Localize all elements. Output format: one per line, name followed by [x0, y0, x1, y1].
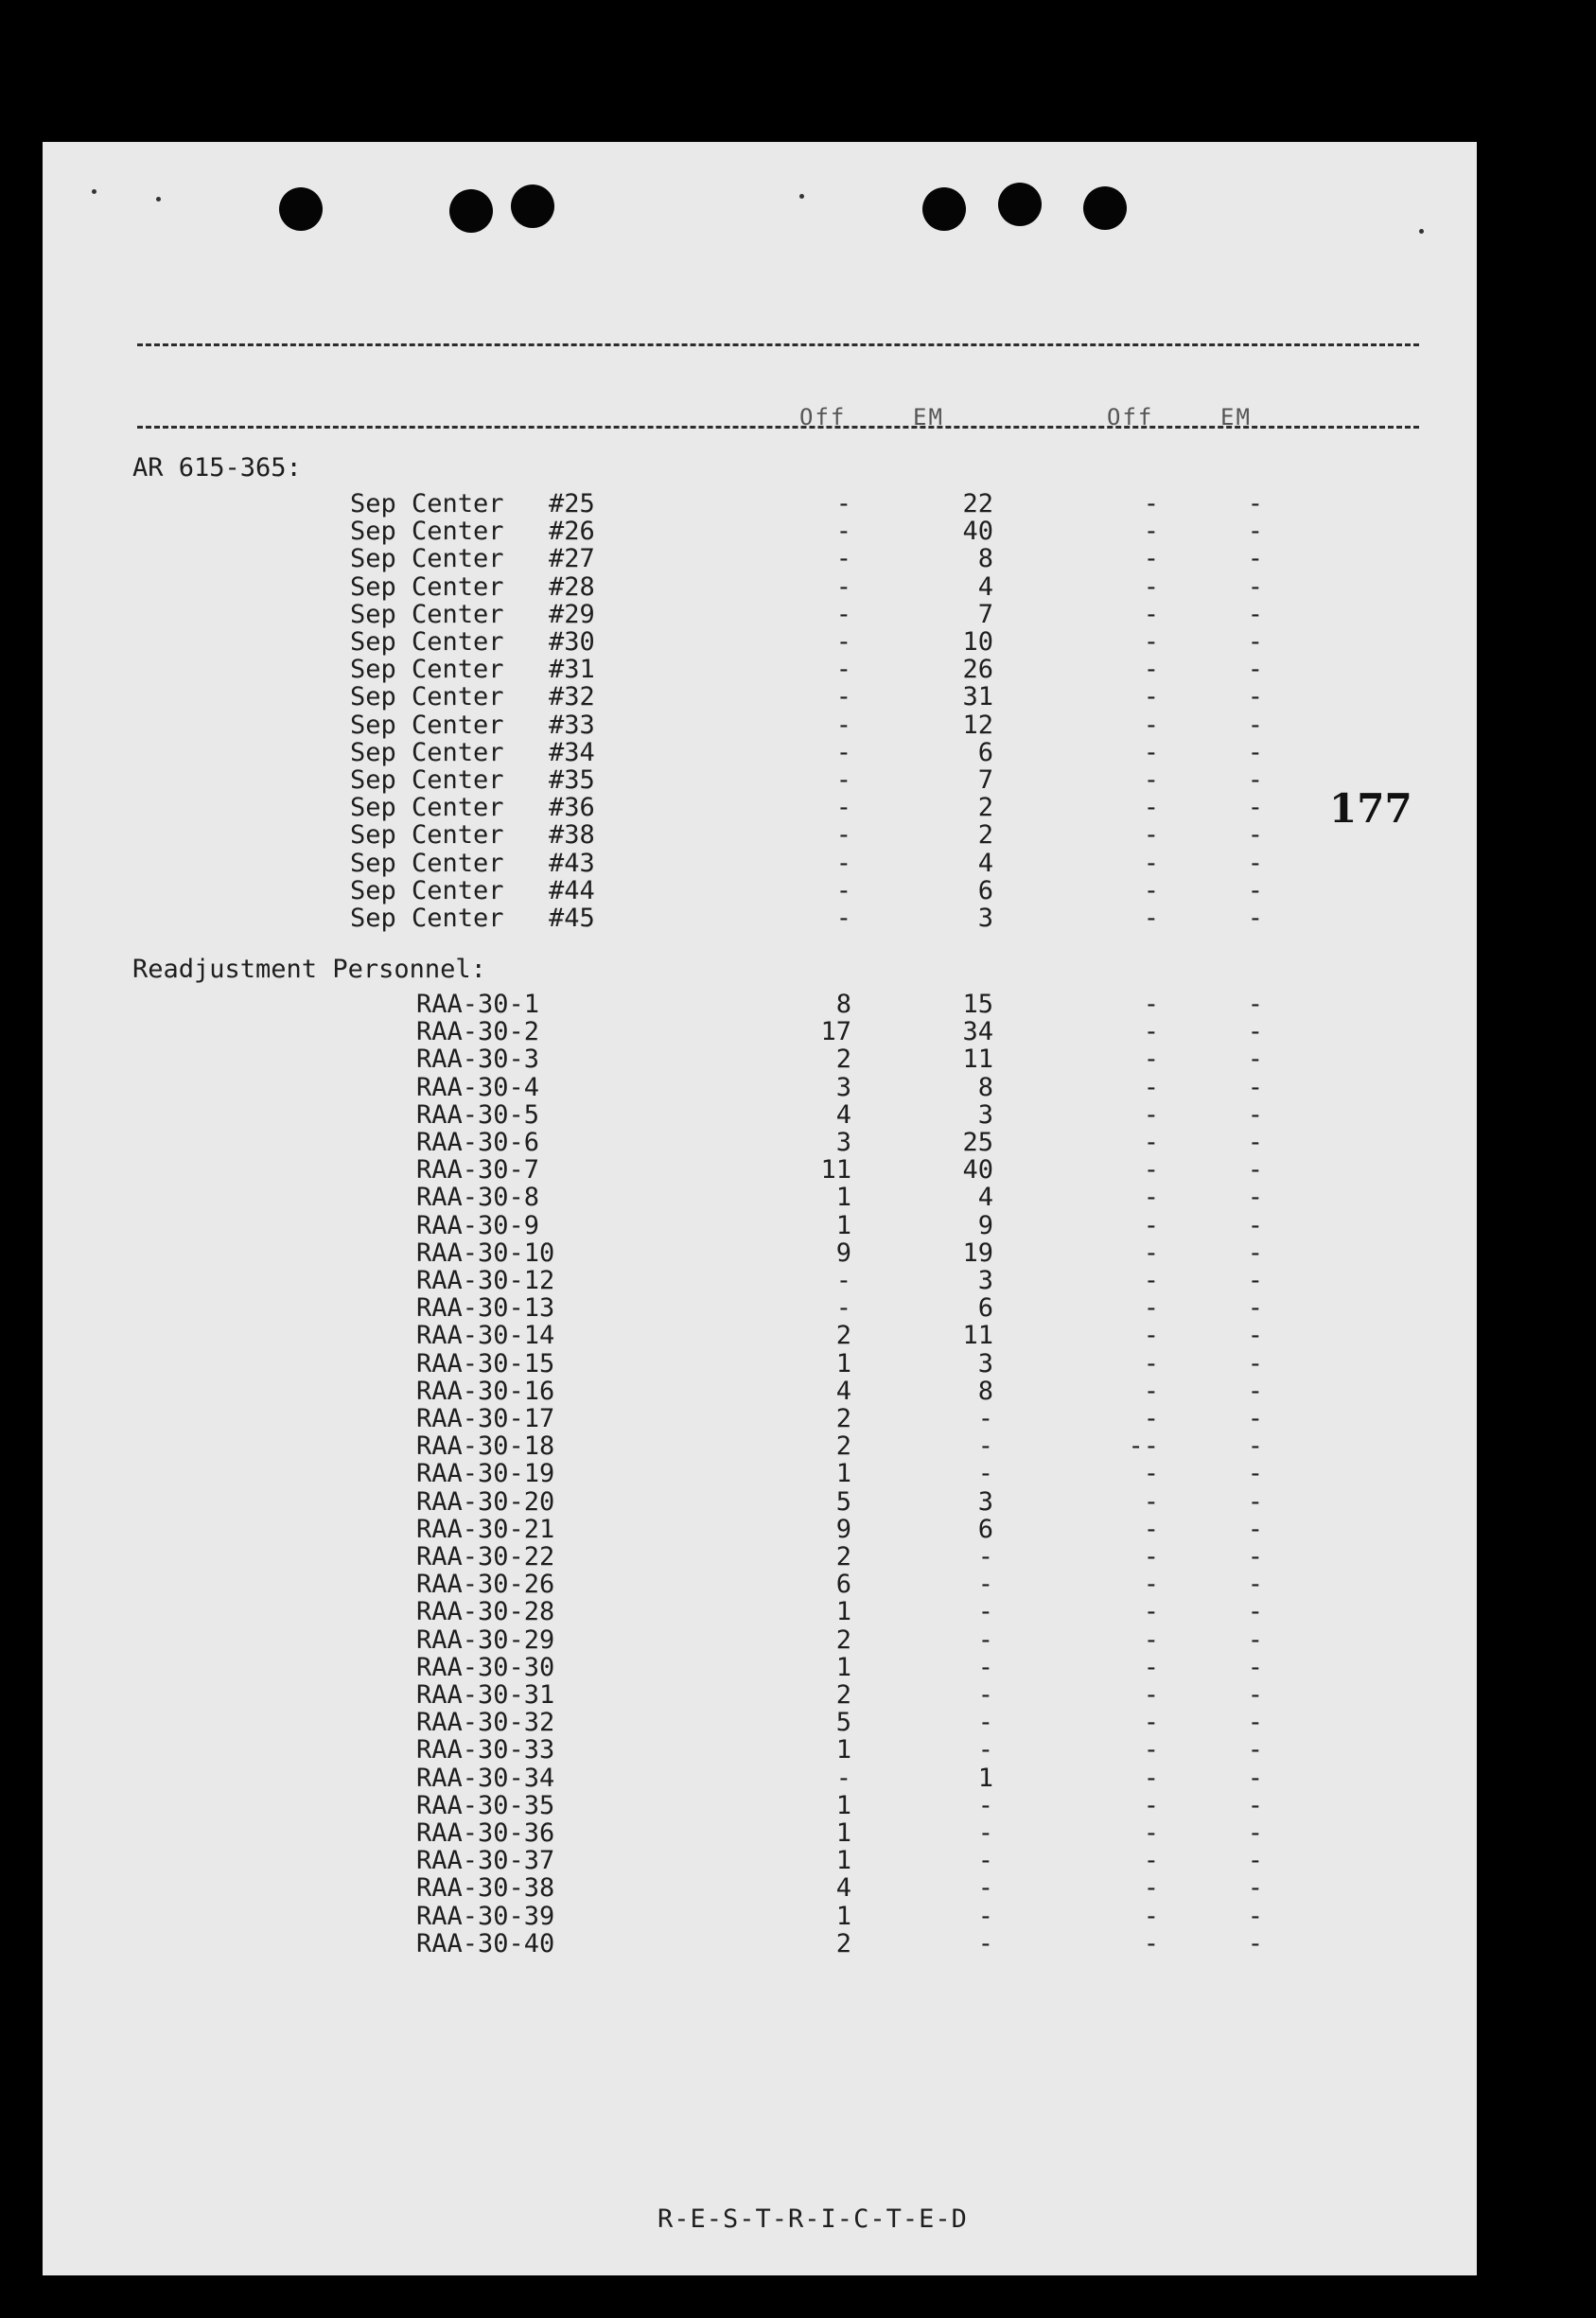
row-label: Sep Center [350, 904, 504, 933]
table-cell: 1 [835, 1459, 851, 1489]
table-cell: - [1247, 765, 1263, 795]
table-cell: - [1143, 1183, 1159, 1213]
table-cell: - [1247, 1376, 1263, 1406]
row-label: RAA-30-15 [416, 1348, 555, 1379]
row-label: RAA-30-38 [416, 1873, 555, 1904]
row-label: RAA-30-31 [416, 1680, 555, 1710]
table-cell: 15 [962, 990, 993, 1019]
table-cell: - [835, 544, 851, 574]
section-label: AR 615-365: [132, 453, 302, 483]
table-cell: - [1143, 1901, 1159, 1931]
table-cell: 9 [977, 1210, 993, 1240]
table-cell: - [835, 710, 851, 740]
table-cell: 1 [835, 1901, 851, 1931]
table-cell: - [977, 1818, 993, 1848]
table-cell: - [1143, 517, 1159, 547]
table-cell: - [1143, 875, 1159, 905]
row-number: #31 [549, 655, 595, 685]
table-cell: - [1143, 904, 1159, 933]
row-number: #43 [549, 848, 595, 878]
table-cell: - [1247, 1846, 1263, 1876]
table-cell: - [1247, 1128, 1263, 1157]
table-cell: - [1143, 544, 1159, 574]
table-cell: - [1247, 1818, 1263, 1848]
row-label: RAA-30-20 [416, 1486, 555, 1517]
row-label: RAA-30-26 [416, 1570, 555, 1600]
table-cell: 1 [835, 1735, 851, 1765]
row-label: RAA-30-21 [416, 1514, 555, 1544]
table-cell: 3 [977, 1266, 993, 1295]
table-cell: - [1247, 599, 1263, 629]
table-cell: 8 [977, 1072, 993, 1102]
table-cell: - [1143, 1790, 1159, 1820]
table-cell: 6 [977, 1514, 993, 1544]
table-cell: 2 [835, 1624, 851, 1655]
table-cell: 6 [835, 1570, 851, 1600]
table-cell: - [1143, 627, 1159, 657]
table-cell: 8 [835, 990, 851, 1019]
table-cell: - [1247, 517, 1263, 547]
table-cell: - [1247, 1928, 1263, 1958]
table-cell: - [1143, 1708, 1159, 1738]
table-cell: - [1143, 1238, 1159, 1268]
row-label: RAA-30-17 [416, 1404, 555, 1433]
table-cell: - [977, 1928, 993, 1958]
table-cell: - [1247, 1238, 1263, 1268]
table-cell: 2 [835, 1928, 851, 1958]
table-cell: - [977, 1597, 993, 1627]
row-label: Sep Center [350, 710, 504, 740]
row-number: #29 [549, 599, 595, 629]
table-cell: - [1143, 1348, 1159, 1379]
table-cell: - [1143, 1321, 1159, 1351]
row-number: #26 [549, 517, 595, 547]
punch-hole [1083, 186, 1127, 230]
table-cell: 6 [977, 737, 993, 767]
table-cell: 22 [962, 489, 993, 518]
table-cell: - [1143, 682, 1159, 712]
table-cell: 10 [962, 627, 993, 657]
table-cell: 5 [835, 1708, 851, 1738]
table-cell: - [1247, 1183, 1263, 1213]
column-header-em-2: EM [1220, 404, 1252, 430]
table-cell: - [1143, 489, 1159, 518]
table-cell: - [1143, 1376, 1159, 1406]
row-label: RAA-30-5 [416, 1099, 540, 1130]
row-number: #44 [549, 875, 595, 905]
table-cell: - [1247, 1486, 1263, 1517]
table-cell: - [1143, 1624, 1159, 1655]
row-label: RAA-30-3 [416, 1045, 540, 1075]
table-cell: 3 [977, 1099, 993, 1130]
row-number: #32 [549, 682, 595, 712]
table-cell: - [835, 1266, 851, 1295]
table-cell: 3 [977, 1486, 993, 1517]
table-cell: - [977, 1570, 993, 1600]
table-cell: - [1247, 571, 1263, 602]
row-label: RAA-30-6 [416, 1128, 540, 1157]
row-label: RAA-30-10 [416, 1238, 555, 1268]
row-number: #28 [549, 571, 595, 602]
table-cell: - [977, 1901, 993, 1931]
table-cell: - [1247, 1099, 1263, 1130]
table-cell: - [1247, 1072, 1263, 1102]
table-cell: 2 [977, 820, 993, 851]
paper-speck [156, 197, 161, 202]
row-label: Sep Center [350, 793, 504, 823]
row-number: #35 [549, 765, 595, 795]
row-label: Sep Center [350, 599, 504, 629]
row-label: RAA-30-28 [416, 1597, 555, 1627]
row-label: RAA-30-8 [416, 1183, 540, 1213]
table-cell: - [977, 1652, 993, 1682]
table-cell: - [1143, 1045, 1159, 1075]
row-label: Sep Center [350, 655, 504, 685]
row-label: Sep Center [350, 571, 504, 602]
table-cell: - [1143, 793, 1159, 823]
table-cell: - [1143, 1680, 1159, 1710]
table-cell: - [1143, 1017, 1159, 1047]
table-cell: 2 [835, 1431, 851, 1462]
table-cell: 11 [962, 1321, 993, 1351]
table-cell: 3 [835, 1128, 851, 1157]
table-cell: - [1143, 765, 1159, 795]
table-cell: 11 [962, 1045, 993, 1075]
table-cell: 4 [977, 848, 993, 878]
table-cell: - [1247, 1348, 1263, 1379]
row-label: RAA-30-22 [416, 1542, 555, 1572]
table-cell: - [1247, 627, 1263, 657]
table-cell: 11 [820, 1155, 851, 1185]
table-cell: - [1247, 820, 1263, 851]
table-cell: - [977, 1624, 993, 1655]
table-cell: - [1143, 1128, 1159, 1157]
table-cell: - [835, 571, 851, 602]
table-cell: - [1143, 1846, 1159, 1876]
row-number: #30 [549, 627, 595, 657]
table-cell: 5 [835, 1486, 851, 1517]
table-cell: 4 [835, 1376, 851, 1406]
table-cell: 8 [977, 1376, 993, 1406]
table-cell: - [1247, 1210, 1263, 1240]
row-label: Sep Center [350, 489, 504, 518]
table-cell: - [835, 627, 851, 657]
table-cell: 3 [835, 1072, 851, 1102]
table-cell: - [1143, 1652, 1159, 1682]
document-page [43, 142, 1477, 2275]
page-number: 177 [1329, 785, 1412, 832]
table-cell: - [1247, 655, 1263, 685]
table-cell: - [835, 904, 851, 933]
row-label: RAA-30-39 [416, 1901, 555, 1931]
row-label: RAA-30-4 [416, 1072, 540, 1102]
table-cell: 6 [977, 875, 993, 905]
table-cell: 2 [835, 1404, 851, 1433]
table-cell: 9 [835, 1238, 851, 1268]
table-cell: 8 [977, 544, 993, 574]
table-cell: - [1143, 1210, 1159, 1240]
table-cell: - [835, 1293, 851, 1324]
row-label: Sep Center [350, 627, 504, 657]
table-cell: 19 [962, 1238, 993, 1268]
table-cell: - [1247, 1570, 1263, 1600]
table-cell: - [1247, 1735, 1263, 1765]
table-cell: - [1143, 1570, 1159, 1600]
table-cell: 7 [977, 765, 993, 795]
table-cell: - [977, 1404, 993, 1433]
row-label: RAA-30-14 [416, 1321, 555, 1351]
table-cell: - [835, 820, 851, 851]
table-cell: - [1247, 1680, 1263, 1710]
table-cell: 1 [835, 1183, 851, 1213]
table-cell: - [977, 1459, 993, 1489]
row-label: RAA-30-13 [416, 1293, 555, 1324]
table-cell: - [835, 599, 851, 629]
table-cell: 4 [977, 571, 993, 602]
table-cell: 1 [835, 1348, 851, 1379]
table-cell: 2 [835, 1680, 851, 1710]
table-cell: 12 [962, 710, 993, 740]
table-cell: - [1247, 1293, 1263, 1324]
table-cell: 40 [962, 1155, 993, 1185]
column-header-em-1: EM [913, 404, 944, 430]
row-number: #27 [549, 544, 595, 574]
table-cell: - [835, 517, 851, 547]
table-cell: 1 [835, 1597, 851, 1627]
table-cell: 1 [835, 1652, 851, 1682]
table-cell: - [1143, 820, 1159, 851]
top-rule [137, 343, 1419, 346]
table-cell: - [835, 793, 851, 823]
table-cell: - [977, 1680, 993, 1710]
punch-hole [449, 189, 493, 233]
table-cell: 1 [835, 1846, 851, 1876]
row-number: #45 [549, 904, 595, 933]
table-cell: - [1247, 1763, 1263, 1793]
table-cell: 1 [977, 1763, 993, 1793]
table-cell: - [1143, 1266, 1159, 1295]
table-cell: - [1247, 682, 1263, 712]
table-cell: - [1143, 1155, 1159, 1185]
punch-hole [922, 187, 966, 231]
table-cell: - [835, 848, 851, 878]
table-cell: 34 [962, 1017, 993, 1047]
table-cell: - [1247, 1155, 1263, 1185]
row-label: Sep Center [350, 544, 504, 574]
table-cell: - [1247, 1404, 1263, 1433]
row-label: Sep Center [350, 737, 504, 767]
paper-speck [92, 189, 96, 194]
table-cell: - [835, 737, 851, 767]
table-cell: - [1143, 737, 1159, 767]
table-cell: - [1247, 1459, 1263, 1489]
table-cell: - [1247, 1597, 1263, 1627]
row-label: RAA-30-36 [416, 1818, 555, 1848]
row-label: RAA-30-2 [416, 1017, 540, 1047]
table-cell: - [1247, 848, 1263, 878]
table-cell: - [977, 1542, 993, 1572]
paper-speck [799, 194, 804, 199]
row-label: Sep Center [350, 765, 504, 795]
row-number: #33 [549, 710, 595, 740]
table-cell: - [1247, 1542, 1263, 1572]
row-label: Sep Center [350, 875, 504, 905]
table-cell: - [977, 1735, 993, 1765]
table-cell: - [1143, 655, 1159, 685]
table-cell: - [1143, 1293, 1159, 1324]
row-label: RAA-30-34 [416, 1763, 555, 1793]
table-cell: 4 [835, 1873, 851, 1904]
paper-speck [1419, 229, 1424, 234]
table-cell: - [1143, 1514, 1159, 1544]
table-cell: - [1143, 599, 1159, 629]
row-label: RAA-30-19 [416, 1459, 555, 1489]
table-cell: - [1247, 1652, 1263, 1682]
table-cell: 1 [835, 1790, 851, 1820]
table-cell: 2 [835, 1045, 851, 1075]
punch-hole [511, 184, 554, 228]
row-label: RAA-30-30 [416, 1652, 555, 1682]
table-cell: 7 [977, 599, 993, 629]
table-cell: - [1143, 1404, 1159, 1433]
table-cell: - [1143, 990, 1159, 1019]
table-cell: - [1247, 1514, 1263, 1544]
table-cell: - [835, 1763, 851, 1793]
row-label: Sep Center [350, 517, 504, 547]
row-label: RAA-30-18 [416, 1431, 555, 1462]
table-cell: - [1247, 544, 1263, 574]
table-cell: 1 [835, 1818, 851, 1848]
row-label: RAA-30-33 [416, 1735, 555, 1765]
table-cell: - [1143, 571, 1159, 602]
table-cell: 4 [977, 1183, 993, 1213]
table-cell: 3 [977, 1348, 993, 1379]
table-cell: - [1143, 1542, 1159, 1572]
table-cell: - [1143, 1928, 1159, 1958]
table-cell: 1 [835, 1210, 851, 1240]
table-cell: - [1247, 1321, 1263, 1351]
column-header-off-2: Off [1107, 404, 1154, 430]
table-cell: - [1247, 1017, 1263, 1047]
punch-hole [279, 187, 323, 231]
row-label: RAA-30-16 [416, 1376, 555, 1406]
row-label: Sep Center [350, 682, 504, 712]
table-cell: - [1247, 875, 1263, 905]
table-cell: - [977, 1873, 993, 1904]
table-cell: - [835, 655, 851, 685]
row-label: RAA-30-7 [416, 1155, 540, 1185]
table-cell: - [1247, 1901, 1263, 1931]
row-label: RAA-30-12 [416, 1266, 555, 1295]
row-label: RAA-30-1 [416, 990, 540, 1019]
table-cell: 25 [962, 1128, 993, 1157]
table-cell: 31 [962, 682, 993, 712]
row-number: #36 [549, 793, 595, 823]
table-cell: 17 [820, 1017, 851, 1047]
table-cell: - [977, 1790, 993, 1820]
header-rule [137, 426, 1419, 429]
table-cell: - [1143, 1597, 1159, 1627]
table-cell: - [1247, 1431, 1263, 1462]
column-header-off-1: Off [799, 404, 847, 430]
row-label: RAA-30-35 [416, 1790, 555, 1820]
table-cell: 2 [977, 793, 993, 823]
table-cell: - [1247, 990, 1263, 1019]
table-cell: - [1143, 1735, 1159, 1765]
table-cell: - [977, 1431, 993, 1462]
table-cell: 6 [977, 1293, 993, 1324]
table-cell: - [1247, 1873, 1263, 1904]
table-cell: 40 [962, 517, 993, 547]
table-cell: - [1247, 904, 1263, 933]
row-number: #38 [549, 820, 595, 851]
table-cell: - [1143, 1873, 1159, 1904]
table-cell: - [835, 875, 851, 905]
row-label: RAA-30-40 [416, 1928, 555, 1958]
table-cell: - [1143, 1486, 1159, 1517]
table-cell: 9 [835, 1514, 851, 1544]
restricted-footer: R-E-S-T-R-I-C-T-E-D [658, 2204, 968, 2234]
table-cell: - [1247, 489, 1263, 518]
section-label: Readjustment Personnel: [132, 955, 486, 984]
table-cell: 26 [962, 655, 993, 685]
table-cell: - [977, 1708, 993, 1738]
table-cell: - [1247, 1790, 1263, 1820]
table-cell: 4 [835, 1099, 851, 1130]
punch-hole [998, 183, 1042, 226]
table-cell: - [1143, 1459, 1159, 1489]
row-label: RAA-30-37 [416, 1846, 555, 1876]
table-cell: - [835, 489, 851, 518]
table-cell: - [977, 1846, 993, 1876]
table-cell: - [1247, 737, 1263, 767]
table-cell: - [1143, 1818, 1159, 1848]
table-cell: - [835, 682, 851, 712]
table-cell: 2 [835, 1542, 851, 1572]
table-cell: - [1143, 848, 1159, 878]
table-cell: - [1247, 1266, 1263, 1295]
table-cell: - [1247, 1045, 1263, 1075]
table-cell: - [1143, 710, 1159, 740]
row-label: RAA-30-32 [416, 1708, 555, 1738]
row-label: RAA-30-9 [416, 1210, 540, 1240]
table-cell: -- [1128, 1431, 1159, 1462]
table-cell: - [1143, 1072, 1159, 1102]
row-number: #25 [549, 489, 595, 518]
table-cell: - [1247, 1708, 1263, 1738]
table-cell: - [835, 765, 851, 795]
table-cell: - [1143, 1099, 1159, 1130]
table-cell: - [1247, 793, 1263, 823]
row-label: Sep Center [350, 848, 504, 878]
row-label: RAA-30-29 [416, 1624, 555, 1655]
table-cell: - [1143, 1763, 1159, 1793]
table-cell: 3 [977, 904, 993, 933]
table-cell: 2 [835, 1321, 851, 1351]
table-cell: - [1247, 710, 1263, 740]
row-number: #34 [549, 737, 595, 767]
row-label: Sep Center [350, 820, 504, 851]
table-cell: - [1247, 1624, 1263, 1655]
